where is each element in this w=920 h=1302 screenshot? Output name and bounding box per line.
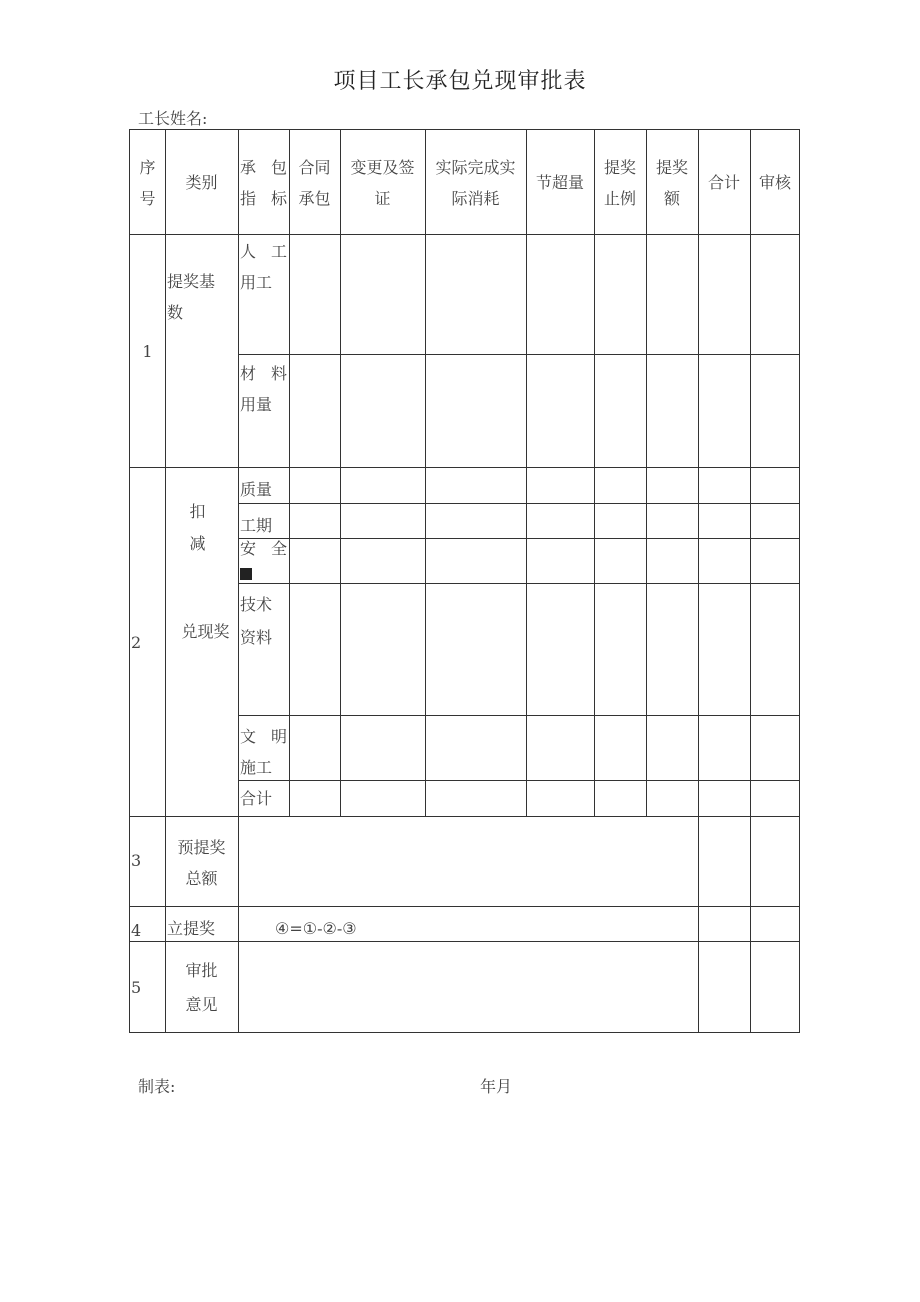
row-number-3: 3 xyxy=(131,851,142,870)
header-actual-consumption: 实际完成实 际消耗 xyxy=(435,158,516,208)
label-set-reward: 立提奖 xyxy=(167,919,216,938)
header-change-visa: 变更及签 证 xyxy=(350,158,415,208)
item-schedule: 工期 xyxy=(240,516,273,535)
header-contract: 合同 承包 xyxy=(298,158,331,208)
page-title: 项目工长承包兑现审批表 xyxy=(333,69,587,94)
row-number-2: 2 xyxy=(131,633,142,652)
header-total: 合计 xyxy=(707,173,740,192)
header-category: 类别 xyxy=(185,173,218,192)
category-deduct: 扣 减 xyxy=(189,502,206,553)
item-civilized-construction: 文 明 施工 xyxy=(240,727,287,777)
made-by-label: 制表: xyxy=(138,1077,176,1096)
row-number-5: 5 xyxy=(131,978,142,997)
date-label: 年月 xyxy=(480,1077,513,1096)
row-number-1: 1 xyxy=(142,342,153,361)
filled-square-icon xyxy=(240,568,252,580)
item-material: 材 料 用量 xyxy=(240,364,287,414)
item-quality: 质量 xyxy=(240,480,273,499)
header-reward-ratio: 提奖 止例 xyxy=(603,158,636,208)
item-tech-docs: 技术 资料 xyxy=(240,595,273,647)
foreman-name-label: 工长姓名: xyxy=(138,109,208,128)
label-pre-reward-total: 预提奖 总额 xyxy=(177,838,226,888)
item-labor: 人 工 用工 xyxy=(240,242,287,292)
item-safety: 安 全 xyxy=(240,536,287,588)
header-saving: 节超量 xyxy=(535,173,584,192)
category-redemption-reward: 兑现奖 xyxy=(181,622,230,641)
category-reward-base: 提奖基 数 xyxy=(167,272,216,322)
reward-formula: ④=①-②-③ xyxy=(275,919,357,938)
label-approval-opinion: 审批 意见 xyxy=(185,961,218,1014)
header-review: 审核 xyxy=(758,173,791,192)
header-reward-amount: 提奖 额 xyxy=(655,158,688,208)
item-subtotal: 合计 xyxy=(240,789,273,808)
approval-table xyxy=(129,129,800,1033)
row-number-4: 4 xyxy=(131,921,142,940)
header-seq: 序 号 xyxy=(139,158,156,208)
header-contract-index: 承 包 指标 xyxy=(240,158,287,208)
